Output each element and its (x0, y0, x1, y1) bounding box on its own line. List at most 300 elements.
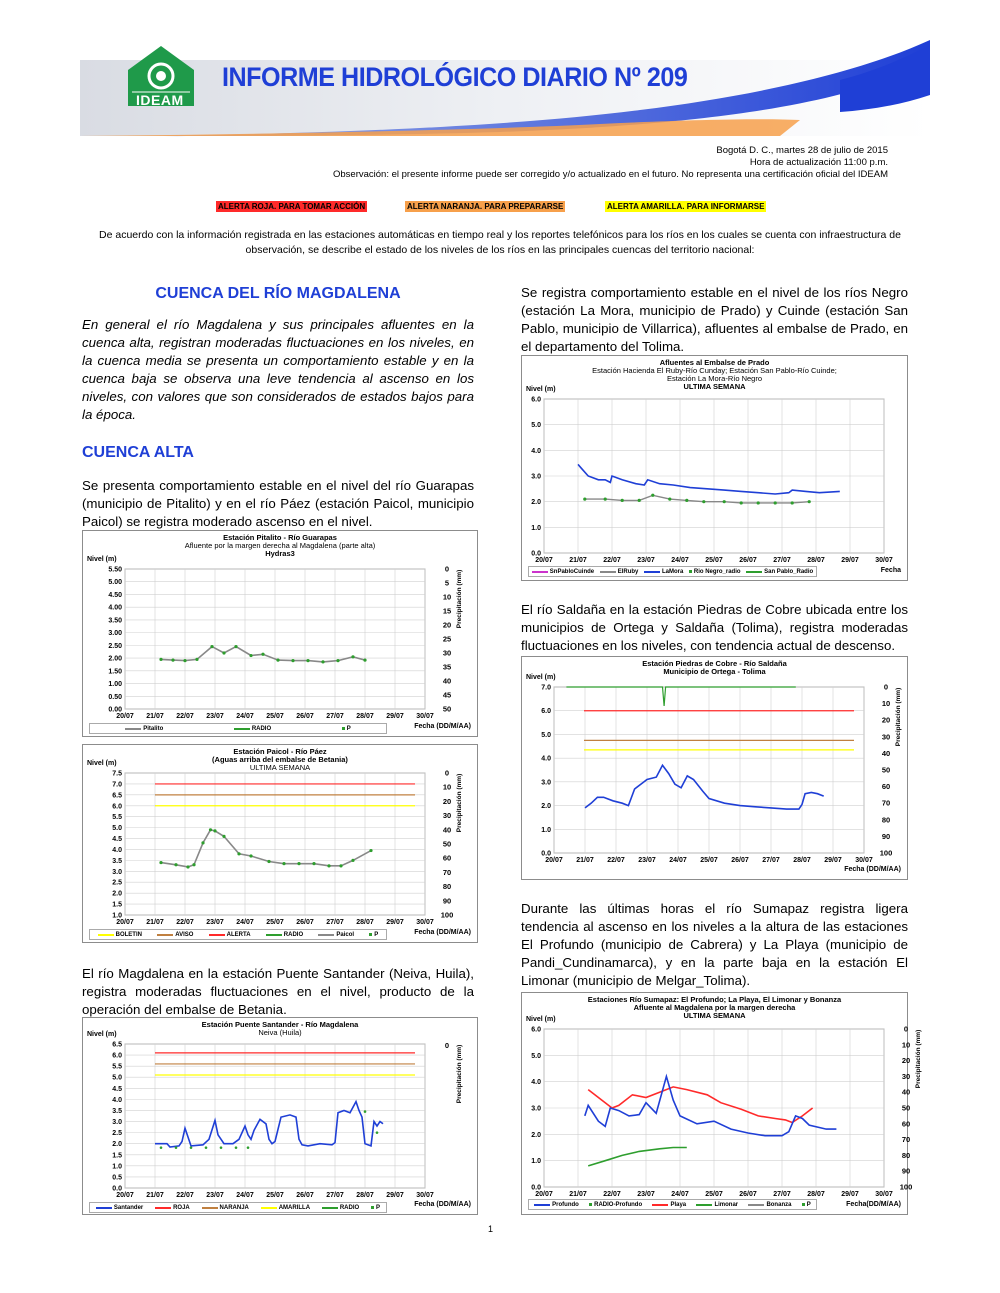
y-tick-label: 0.0 (112, 1185, 122, 1193)
x-tick-label: 29/07 (824, 857, 842, 864)
data-point (651, 494, 654, 497)
data-point (312, 862, 315, 865)
y-tick-label: 5.0 (112, 825, 122, 833)
intro-text: De acuerdo con la información registrada en las estaciones automáticas en tiempo real y los reportes telefónicos para los ríos en los cuales se cuenta con infraestructura de observación, se describe el estado de los niveles de los ríos en las principales cuencas del territorio nacional: (99, 229, 901, 256)
chart-legend (89, 1202, 387, 1213)
x-tick-label: 29/07 (386, 919, 404, 926)
y2-tick-label: 0 (444, 1041, 450, 1050)
data-point (237, 852, 240, 855)
y2-tick-label: 40 (442, 676, 452, 686)
x-axis-label: Fecha (DD/M/AA) (414, 929, 471, 936)
data-point (261, 653, 264, 656)
data-point (336, 659, 339, 662)
data-point (685, 499, 688, 502)
data-point (638, 499, 641, 502)
data-point (174, 863, 177, 866)
x-tick-label: 24/07 (236, 1192, 254, 1199)
x-tick-label: 22/07 (607, 857, 625, 864)
data-point (205, 1146, 208, 1149)
x-tick-label: 28/07 (807, 1191, 825, 1198)
observation-note: Observación: el presente informe puede ser corregido y/o actualizado en el futuro. No representa una certificación oficial del IDEAM (333, 169, 888, 180)
data-point (376, 1131, 379, 1134)
data-point (702, 500, 705, 503)
y-axis-label: Nivel (m) (526, 386, 556, 393)
y2-tick-label: 80 (442, 882, 452, 892)
y2-tick-label: 40 (881, 748, 891, 758)
x-tick-label: 28/07 (356, 713, 374, 720)
legend-label: RADIO (283, 931, 304, 938)
y2-tick-label: 100 (879, 848, 893, 858)
y2-tick-label: 10 (901, 1040, 911, 1050)
report-title: INFORME HIDROLÓGICO DIARIO Nº 209 (222, 62, 688, 92)
legend-item (652, 1202, 686, 1208)
x-tick-label: 22/07 (176, 1192, 194, 1199)
y2-axis-label: Precipitación (mm) (915, 1029, 922, 1089)
y-tick-label: 7.0 (541, 684, 551, 692)
y-tick-label: 5.50 (108, 566, 122, 574)
x-tick-label: 30/07 (416, 713, 434, 720)
page-number: 1 (488, 1224, 494, 1234)
data-point (363, 659, 366, 662)
legend-label: ElRuby (617, 568, 639, 575)
subsection-title-alta: CUENCA ALTA (82, 444, 194, 461)
legend-label: Pitalito (143, 725, 164, 732)
x-tick-label: 28/07 (807, 557, 825, 564)
x-tick-label: 22/07 (176, 919, 194, 926)
y-tick-label: 2.50 (108, 642, 122, 650)
chart-prado (521, 355, 908, 581)
data-point (351, 655, 354, 658)
legend-item (689, 569, 741, 575)
legend-item (157, 932, 193, 938)
legend-label: Bonanza (766, 1201, 792, 1208)
y2-tick-label: 40 (901, 1087, 911, 1097)
y-tick-label: 0.0 (531, 1184, 541, 1192)
legend-swatch (234, 728, 250, 730)
data-point (160, 1146, 163, 1149)
x-tick-label: 22/07 (603, 1191, 621, 1198)
legend-label: SnPabloCuinde (549, 568, 595, 575)
x-tick-label: 25/07 (266, 919, 284, 926)
data-point (369, 849, 372, 852)
y2-tick-label: 30 (881, 732, 891, 742)
x-tick-label: 29/07 (841, 1191, 859, 1198)
legend-label: Limonar (714, 1201, 739, 1208)
y-tick-label: 1.50 (108, 668, 122, 676)
x-axis-label: Fecha (880, 567, 901, 574)
data-point (808, 500, 811, 503)
y-tick-label: 3.5 (112, 857, 122, 865)
legend-label: P (374, 931, 379, 938)
y-tick-label: 4.0 (531, 447, 541, 455)
legend-label: Rio Negro_radio (693, 568, 741, 575)
legend-swatch (748, 1204, 764, 1206)
legend-swatch (371, 1206, 374, 1209)
x-tick-label: 23/07 (206, 1192, 224, 1199)
x-tick-label: 26/07 (739, 557, 757, 564)
y-tick-label: 4.00 (108, 604, 122, 612)
y2-tick-label: 30 (442, 811, 452, 821)
y-axis-label: Nivel (m) (87, 556, 117, 563)
y-tick-label: 4.0 (541, 755, 551, 763)
y2-tick-label: 0 (444, 564, 450, 574)
legend-label: LaMora (661, 568, 684, 575)
update-time: Hora de actualización 11:00 p.m. (749, 157, 888, 168)
data-point (183, 659, 186, 662)
data-point (668, 498, 671, 501)
y-tick-label: 3.0 (531, 473, 541, 481)
y-tick-label: 5.0 (531, 1052, 541, 1060)
y-tick-label: 4.0 (112, 846, 122, 854)
chart-plot (83, 531, 477, 736)
magdalena-summary: En general el río Magdalena y sus principales afluentes en la cuenca alta, registran moderadas fluctuaciones en los niveles, en la cuenca media se presenta un comportamiento estable y en la cuenca baja se observa una leve tendencia al ascenso en los niveles, con valores que son considerados de estados bajos para la época. (82, 317, 474, 422)
x-tick-label: 24/07 (671, 1191, 689, 1198)
legend-swatch (802, 1203, 805, 1206)
legend-swatch (209, 934, 225, 936)
y2-tick-label: 70 (881, 798, 891, 808)
x-tick-label: 20/07 (116, 713, 134, 720)
x-tick-label: 29/07 (841, 557, 859, 564)
data-point (234, 645, 237, 648)
y-tick-label: 0.5 (112, 1174, 122, 1182)
legend-label: San Pablo_Radio (764, 568, 814, 575)
y-tick-label: 1.5 (112, 1152, 122, 1160)
data-point (583, 498, 586, 501)
x-tick-label: 24/07 (669, 857, 687, 864)
legend-swatch (322, 1207, 338, 1209)
y2-tick-label: 60 (881, 782, 891, 792)
x-axis-label: Fecha (DD/M/AA) (844, 866, 901, 873)
y-tick-label: 3.50 (108, 617, 122, 625)
x-tick-label: 20/07 (116, 1192, 134, 1199)
data-point (222, 651, 225, 654)
x-tick-label: 27/07 (326, 919, 344, 926)
y-tick-label: 1.0 (531, 524, 541, 532)
y2-tick-label: 100 (899, 1182, 913, 1192)
data-point (235, 1146, 238, 1149)
x-tick-label: 25/07 (705, 1191, 723, 1198)
data-point (249, 854, 252, 857)
legend-label: Playa (670, 1201, 687, 1208)
x-tick-label: 26/07 (296, 919, 314, 926)
data-point (186, 865, 189, 868)
y2-axis-label: Precipitación (mm) (456, 569, 463, 629)
y2-tick-label: 10 (442, 782, 452, 792)
y2-axis-label: Precipitación (mm) (456, 773, 463, 833)
y2-tick-label: 30 (901, 1071, 911, 1081)
data-point (171, 659, 174, 662)
y2-tick-label: 40 (442, 825, 452, 835)
y-tick-label: 5.0 (541, 731, 551, 739)
data-point (267, 860, 270, 863)
y2-tick-label: 80 (881, 815, 891, 825)
x-tick-label: 21/07 (569, 557, 587, 564)
y-tick-label: 1.0 (541, 826, 551, 834)
y-tick-label: 2.5 (112, 1130, 122, 1138)
data-point (306, 659, 309, 662)
legend-item (318, 932, 354, 938)
chart-title: Afluentes al Embalse de Prado (659, 358, 770, 367)
legend-swatch (261, 1207, 277, 1209)
y-tick-label: 6.0 (541, 708, 551, 716)
x-tick-label: 21/07 (569, 1191, 587, 1198)
legend-item (802, 1202, 811, 1208)
x-tick-label: 24/07 (236, 919, 254, 926)
x-tick-label: 27/07 (326, 1192, 344, 1199)
y-tick-label: 6.0 (112, 1052, 122, 1060)
data-point (321, 660, 324, 663)
legend-swatch (644, 571, 660, 573)
legend-item (746, 569, 813, 575)
legend-label: ALERTA (226, 931, 251, 938)
y-tick-label: 6.5 (112, 1041, 122, 1049)
y2-axis-label: Precipitación (mm) (456, 1044, 463, 1104)
x-tick-label: 22/07 (603, 557, 621, 564)
y2-tick-label: 60 (442, 853, 452, 863)
y-axis-label: Nivel (m) (526, 674, 556, 681)
y-axis-label: Nivel (m) (526, 1016, 556, 1023)
y-tick-label: 6.5 (112, 792, 122, 800)
legend-item (371, 1205, 380, 1211)
legend-label: Paicol (336, 931, 355, 938)
x-tick-label: 24/07 (671, 557, 689, 564)
y-tick-label: 2.0 (112, 890, 122, 898)
x-tick-label: 29/07 (386, 1192, 404, 1199)
chart-plot (522, 356, 907, 580)
x-tick-label: 30/07 (416, 1192, 434, 1199)
y2-tick-label: 100 (440, 910, 454, 920)
data-point (220, 1146, 223, 1149)
data-point (291, 659, 294, 662)
y-tick-label: 1.0 (112, 1163, 122, 1171)
chart-sumapaz (521, 992, 922, 1215)
y-tick-label: 5.0 (531, 422, 541, 430)
data-point (276, 659, 279, 662)
y2-tick-label: 50 (881, 765, 891, 775)
legend-item (125, 726, 163, 732)
y2-tick-label: 0 (444, 768, 450, 778)
x-tick-label: 23/07 (637, 557, 655, 564)
legend-label: AVISO (175, 931, 194, 938)
legend-item (532, 569, 594, 575)
y2-tick-label: 50 (442, 704, 452, 714)
y-tick-label: 4.5 (112, 1085, 122, 1093)
chart-pitalito (82, 530, 478, 737)
x-tick-label: 25/07 (266, 1192, 284, 1199)
chart-paicol (82, 744, 478, 943)
x-tick-label: 20/07 (535, 1191, 553, 1198)
legend-item (261, 1205, 310, 1211)
y-tick-label: 0.00 (108, 706, 122, 714)
x-tick-label: 20/07 (545, 857, 563, 864)
y-tick-label: 3.0 (531, 1105, 541, 1113)
y-tick-label: 1.5 (112, 901, 122, 909)
legend-swatch (96, 1207, 112, 1209)
x-tick-label: 30/07 (416, 919, 434, 926)
x-tick-label: 23/07 (206, 919, 224, 926)
paragraph-puente-santander: El río Magdalena en la estación Puente Santander (Neiva, Huila), registra moderadas fluctuaciones en el nivel, producto de la operación del embalse de Betania. (82, 966, 474, 1017)
chart-subtitle-3: ULTIMA SEMANA (683, 382, 746, 391)
paragraph-prado: Se registra comportamiento estable en el nivel de los ríos Negro (estación La Mora, municipio de Prado) y Cuinde (estación San Pablo, municipio de Villarrica), afluentes al embalse de Prado, en el departamento del Tolima. (521, 285, 908, 354)
y2-tick-label: 90 (442, 896, 452, 906)
legend-label: P (346, 725, 351, 732)
legend-swatch (318, 934, 334, 936)
y-tick-label: 6.0 (531, 396, 541, 404)
y2-tick-label: 10 (442, 592, 452, 602)
x-tick-label: 25/07 (266, 713, 284, 720)
data-point (213, 829, 216, 832)
x-tick-label: 29/07 (386, 713, 404, 720)
legend-item (589, 1202, 642, 1208)
legend-label: NARANJA (219, 1204, 249, 1211)
chart-subtitle: Afluente al Magdalena por la margen derecha (633, 1003, 796, 1012)
logo-text: IDEAM (136, 92, 184, 108)
chart-saldana (521, 656, 908, 880)
chart-legend (528, 566, 817, 577)
y2-tick-label: 80 (901, 1150, 911, 1160)
y-tick-label: 0.50 (108, 693, 122, 701)
y2-tick-label: 20 (901, 1056, 911, 1066)
data-point (351, 859, 354, 862)
legend-swatch (600, 571, 616, 573)
x-tick-label: 30/07 (855, 857, 873, 864)
y2-tick-label: 25 (442, 634, 452, 644)
chart-subtitle-2: ULTIMA SEMANA (249, 763, 311, 772)
y-tick-label: 3.00 (108, 630, 122, 638)
x-tick-label: 25/07 (700, 857, 718, 864)
legend-label: Profundo (552, 1201, 579, 1208)
data-point (175, 1146, 178, 1149)
y2-tick-label: 45 (442, 690, 452, 700)
legend-label: BOLETIN (115, 931, 142, 938)
chart-santander (82, 1017, 478, 1215)
x-tick-label: 26/07 (296, 1192, 314, 1199)
legend-swatch (534, 1204, 550, 1206)
chart-subtitle: Neiva (Huila) (258, 1028, 302, 1037)
legend-label: AMARILLA (278, 1204, 311, 1211)
y-tick-label: 7.5 (112, 770, 122, 778)
chart-title: Estación Puente Santander - Río Magdalena (201, 1020, 359, 1029)
legend-swatch (532, 571, 548, 573)
y2-tick-label: 35 (442, 662, 452, 672)
data-point (192, 863, 195, 866)
y2-tick-label: 70 (442, 867, 452, 877)
data-point (159, 861, 162, 864)
y-tick-label: 0.0 (541, 850, 551, 858)
chart-plot (522, 657, 907, 879)
x-tick-label: 21/07 (576, 857, 594, 864)
legend-item (96, 1205, 143, 1211)
chart-subtitle: Municipio de Ortega - Tolima (663, 667, 766, 676)
legend-item (234, 726, 271, 732)
legend-label: Santander (113, 1204, 144, 1211)
chart-title: Estaciones Río Sumapaz: El Profundo; La Playa, El Limonar y Bonanza (587, 995, 842, 1004)
legend-swatch (696, 1204, 712, 1206)
legend-swatch (589, 1203, 592, 1206)
x-axis-label: Fecha (DD/M/AA) (414, 723, 471, 730)
x-tick-label: 26/07 (739, 1191, 757, 1198)
data-point (159, 658, 162, 661)
chart-subtitle: Estación Hacienda El Ruby-Río Cunday; Estación San Pablo-Río Cuinde; (592, 366, 837, 375)
data-point (210, 645, 213, 648)
x-tick-label: 26/07 (731, 857, 749, 864)
data-point (190, 1146, 193, 1149)
chart-subtitle: Afluente por la margen derecha al Magdalena (parte alta) (184, 541, 376, 550)
legend-label: RADIO (339, 1204, 360, 1211)
chart-plot (83, 1018, 477, 1214)
legend-item (600, 569, 639, 575)
y2-tick-label: 10 (881, 699, 891, 709)
x-tick-label: 25/07 (705, 557, 723, 564)
chart-legend (89, 929, 387, 940)
chart-subtitle-2: Hydras3 (265, 549, 295, 558)
y-tick-label: 3.5 (112, 1107, 122, 1115)
legend-swatch (98, 934, 114, 936)
y2-tick-label: 0 (883, 682, 889, 692)
x-tick-label: 21/07 (146, 1192, 164, 1199)
y-axis-label: Nivel (m) (87, 760, 117, 767)
x-tick-label: 27/07 (773, 1191, 791, 1198)
data-point (249, 654, 252, 657)
y-tick-label: 2.0 (531, 499, 541, 507)
legend-swatch (266, 934, 282, 936)
x-tick-label: 24/07 (236, 713, 254, 720)
paragraph-sumapaz: Durante las últimas horas el río Sumapaz registra ligera tendencia al ascenso en los niveles a la altura de las estaciones El Profundo (municipio de Cabrera) y La Playa (municipio de Pandi_Cundinamarca), y en la parte baja en la estación El Limonar (municipio de Melgar_Tolima). (521, 901, 908, 988)
legend-swatch (157, 934, 173, 936)
chart-legend (89, 723, 387, 734)
chart-subtitle: (Aguas arriba del embalse de Betania) (212, 755, 348, 764)
y-tick-label: 0.0 (531, 550, 541, 558)
legend-label: P (376, 1204, 381, 1211)
chart-subtitle-2: Estación La Mora-Río Negro (666, 374, 763, 383)
legend-item (266, 932, 303, 938)
x-tick-label: 28/07 (356, 1192, 374, 1199)
section-title-magdalena: CUENCA DEL RÍO MAGDALENA (155, 285, 401, 302)
y-tick-label: 2.00 (108, 655, 122, 663)
data-point (604, 498, 607, 501)
data-point (201, 841, 204, 844)
x-tick-label: 28/07 (793, 857, 811, 864)
y2-tick-label: 90 (881, 831, 891, 841)
y2-tick-label: 20 (881, 715, 891, 725)
legend-swatch (746, 571, 762, 573)
date-line: Bogotá D. C., martes 28 de julio de 2015 (716, 145, 888, 156)
data-point (297, 862, 300, 865)
legend-item (202, 1205, 249, 1211)
y-tick-label: 4.50 (108, 591, 122, 599)
y2-tick-label: 15 (442, 606, 452, 616)
data-point (774, 501, 777, 504)
paragraph-saldana: El río Saldaña en la estación Piedras de Cobre ubicada entre los municipios de Ortega y Saldaña (Tolima), registra moderadas fluctuaciones en los niveles, con tendencia actual de descenso. (521, 602, 908, 653)
y-tick-label: 3.0 (112, 1119, 122, 1127)
alert-yellow: ALERTA AMARILLA. PARA INFORMARSE (607, 202, 765, 211)
x-tick-label: 30/07 (875, 1191, 893, 1198)
y2-tick-label: 5 (444, 578, 450, 588)
y-tick-label: 4.0 (112, 1096, 122, 1104)
y2-tick-label: 90 (901, 1166, 911, 1176)
legend-label: RADIO-Profundo (594, 1201, 643, 1208)
x-tick-label: 22/07 (176, 713, 194, 720)
y2-tick-label: 20 (442, 620, 452, 630)
x-tick-label: 23/07 (206, 713, 224, 720)
chart-title: Estación Paicol - Río Páez (233, 747, 327, 756)
data-point (339, 864, 342, 867)
legend-item (155, 1205, 190, 1211)
y-tick-label: 4.5 (112, 836, 122, 844)
legend-swatch (689, 570, 692, 573)
y2-axis-label: Precipitación (mm) (895, 687, 902, 747)
legend-item (342, 726, 351, 732)
